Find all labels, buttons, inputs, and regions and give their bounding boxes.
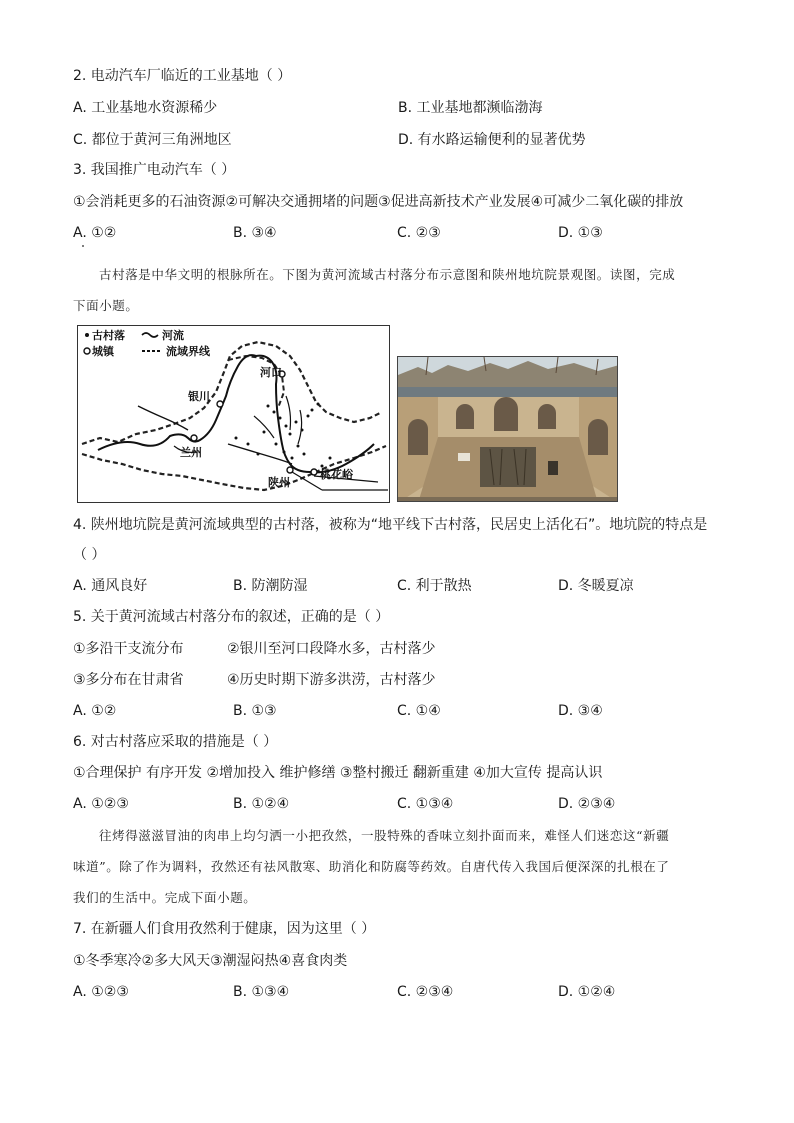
q2-option-d: D. 有水路运输便利的显著优势: [398, 132, 586, 148]
q5-option-b: B. ①③: [233, 703, 277, 719]
dikengyuan-photo: [397, 356, 618, 502]
q4-option-c: C. 利于散热: [397, 578, 472, 594]
q4-stem-line2: （ ）: [73, 547, 106, 563]
q3-option-b: B. ③④: [233, 225, 277, 241]
q4-option-b: B. 防潮防湿: [233, 578, 308, 594]
q4-option-d: D. 冬暖夏凉: [558, 578, 634, 594]
q7-stem: 7. 在新疆人们食用孜然利于健康，因为这里（ ）: [73, 921, 376, 937]
q3-option-a: A. ①②: [73, 225, 117, 241]
q7-option-c: C. ②③④: [397, 984, 454, 1000]
legend-boundary-label: 流域界线: [166, 345, 210, 358]
q6-stem: 6. 对古村落应采取的措施是（ ）: [73, 734, 278, 750]
q4-option-a: A. 通风良好: [73, 578, 148, 594]
q2-option-a: A. 工业基地水资源稀少: [73, 100, 218, 116]
label-shanzhou: 陕州: [268, 476, 290, 489]
q3-option-d: D. ①③: [558, 225, 603, 241]
q5-option-d: D. ③④: [558, 703, 603, 719]
map-drawing: [78, 326, 388, 501]
stray-mark: [82, 245, 84, 247]
q4-stem-line1: 4. 陕州地坑院是黄河流域典型的古村落，被称为“地平线下古村落，民居史上活化石”。地坑院的特点是: [73, 517, 708, 533]
q2-option-c: C. 都位于黄河三角洲地区: [73, 132, 232, 148]
q7-option-a: A. ①②③: [73, 984, 129, 1000]
passage1-line1: 古村落是中华文明的根脉所在。下图为黄河流域古村落分布示意图和陕州地坑院景观图。读图，完成: [99, 267, 676, 282]
q5-statement-1: ①多沿干支流分布: [73, 641, 184, 657]
q3-option-c: C. ②③: [397, 225, 441, 241]
passage2-line2: 味道”。除了作为调料，孜然还有祛风散寒、助消化和防腐等药效。自唐代传入我国后便深深的扎根在了: [73, 859, 670, 874]
courtyard-illustration: [398, 357, 618, 502]
q5-option-a: A. ①②: [73, 703, 117, 719]
yellow-river-village-map: [77, 325, 390, 503]
passage2-line1: 往烤得滋滋冒油的肉串上均匀洒一小把孜然，一股特殊的香味立刻扑面而来，难怪人们迷恋这“新疆: [99, 828, 670, 843]
label-taohuayu: 桃花峪: [320, 468, 353, 481]
q2-stem: 2. 电动汽车厂临近的工业基地（ ）: [73, 68, 292, 84]
label-lanzhou: 兰州: [180, 446, 202, 459]
q6-option-c: C. ①③④: [397, 796, 454, 812]
legend-village-label: 古村落: [92, 329, 125, 342]
q5-option-c: C. ①④: [397, 703, 441, 719]
q6-option-b: B. ①②④: [233, 796, 290, 812]
legend-town-label: 城镇: [92, 345, 114, 358]
passage2-line3: 我们的生活中。完成下面小题。: [73, 890, 257, 905]
q7-option-b: B. ①③④: [233, 984, 290, 1000]
q6-statements: ①合理保护 有序开发 ②增加投入 维护修缮 ③整村搬迁 翻新重建 ④加大宣传 提高认识: [73, 765, 603, 781]
label-hekou: 河口: [260, 366, 282, 379]
passage-cumin: [73, 820, 723, 913]
q7-statements: ①冬季寒冷②多大风天③潮湿闷热④喜食肉类: [73, 953, 348, 969]
label-yinchuan: 银川: [188, 390, 210, 403]
q7-option-d: D. ①②④: [558, 984, 616, 1000]
q5-statement-2: ②银川至河口段降水多，古村落少: [227, 641, 436, 657]
q3-statements: ①会消耗更多的石油资源②可解决交通拥堵的问题③促进高新技术产业发展④可减少二氧化碳的排放: [73, 194, 684, 210]
q5-statement-4: ④历史时期下游多洪涝，古村落少: [227, 672, 436, 688]
passage1-line2: 下面小题。: [73, 298, 139, 313]
q6-option-a: A. ①②③: [73, 796, 129, 812]
passage-ancient-villages: [73, 259, 723, 321]
q2-option-b: B. 工业基地都濒临渤海: [398, 100, 543, 116]
q5-stem: 5. 关于黄河流域古村落分布的叙述，正确的是（ ）: [73, 609, 390, 625]
q3-stem: 3. 我国推广电动汽车（ ）: [73, 162, 236, 178]
legend-river-label: 河流: [162, 329, 184, 342]
q5-statement-3: ③多分布在甘肃省: [73, 672, 184, 688]
q6-option-d: D. ②③④: [558, 796, 616, 812]
